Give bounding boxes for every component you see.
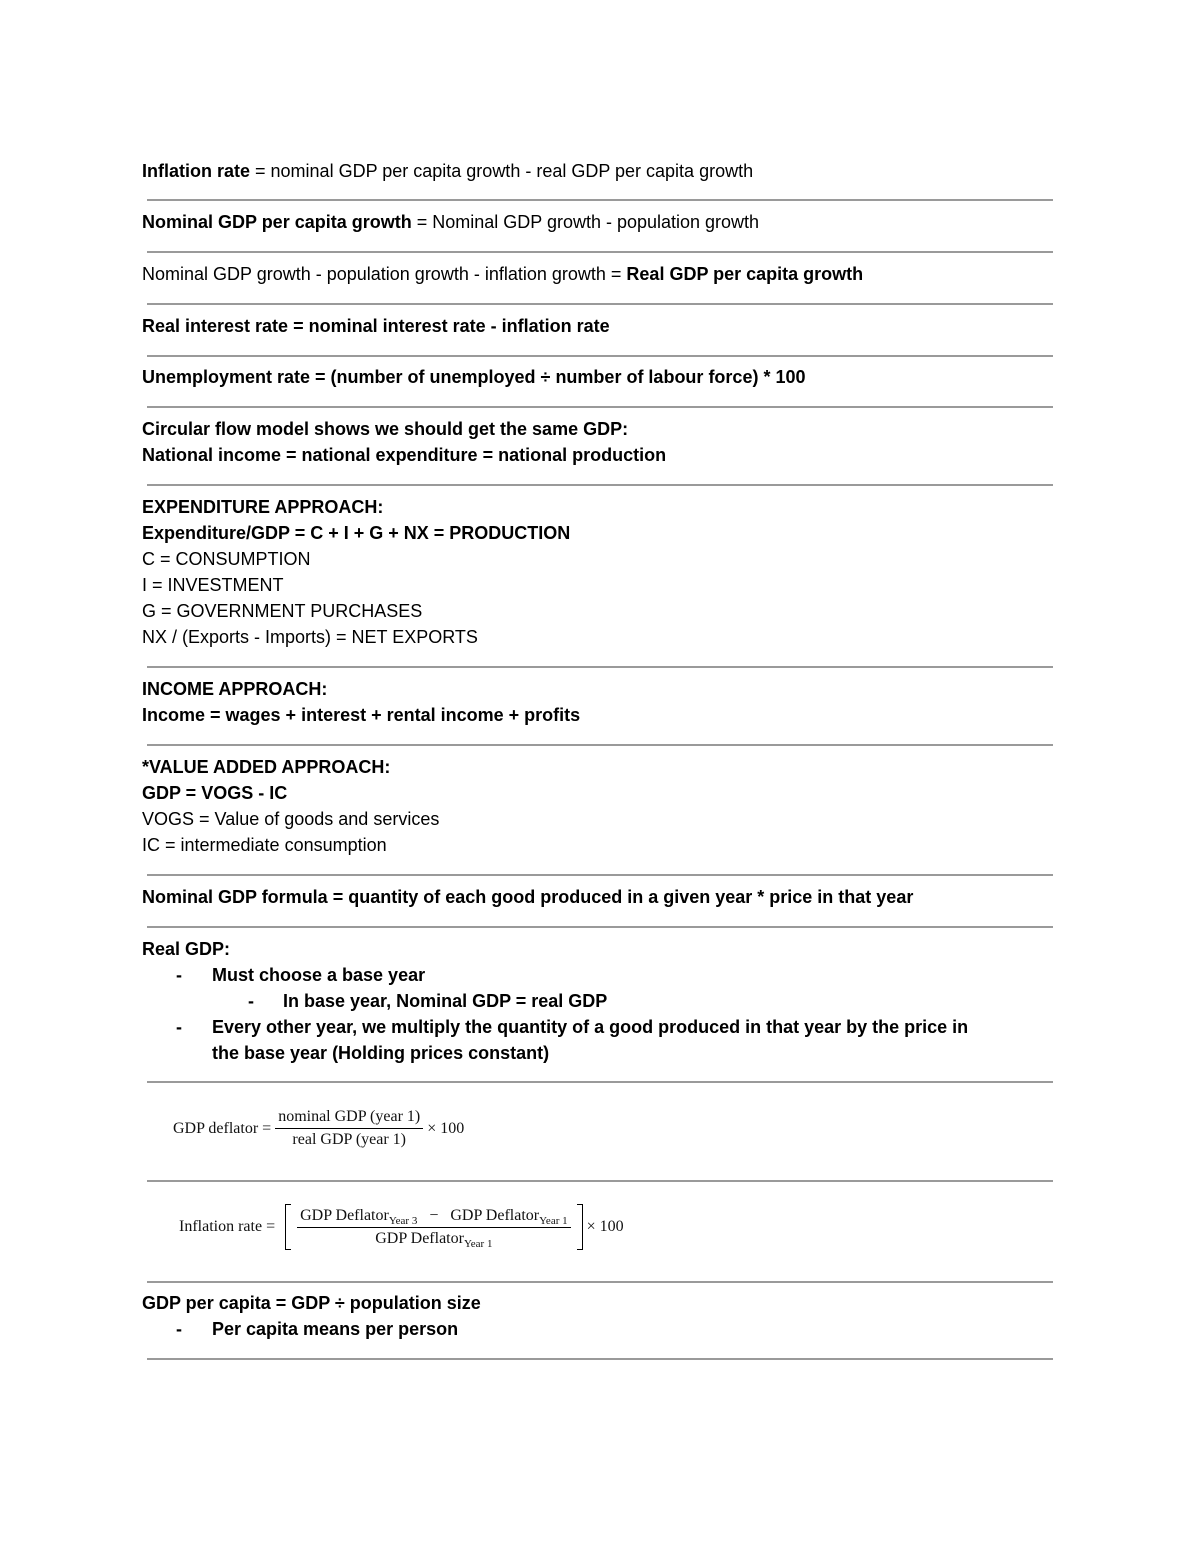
divider xyxy=(147,926,1053,928)
bullet: - xyxy=(176,965,182,985)
gdp-deflator-multiplier: × 100 xyxy=(427,1119,465,1137)
real-gdp-per-capita-definition xyxy=(142,261,863,287)
definition-government-purchases: G = GOVERNMENT PURCHASES xyxy=(142,601,423,621)
divider xyxy=(147,1358,1053,1360)
real-gdp-heading: Real GDP: xyxy=(142,939,231,959)
divider xyxy=(147,1180,1053,1182)
inflation-formula-label: Inflation rate = xyxy=(179,1218,276,1235)
definition-consumption: C = CONSUMPTION xyxy=(142,549,311,569)
gdp-deflator-formula xyxy=(173,1108,464,1149)
bullet: - xyxy=(176,1017,182,1037)
real-gdp-per-capita-term: Real GDP per capita growth xyxy=(626,264,864,284)
deflator-year3-subscript: Year 3 xyxy=(388,1214,418,1227)
deflator-year3-term: GDP Deflator xyxy=(300,1206,389,1224)
divider xyxy=(147,1081,1053,1083)
divider xyxy=(147,484,1053,486)
definition-net-exports: NX / (Exports - Imports) = NET EXPORTS xyxy=(142,627,478,647)
gdp-per-capita-note: Per capita means per person xyxy=(212,1319,459,1339)
gdp-deflator-label: GDP deflator = xyxy=(173,1119,272,1137)
real-interest-rate-definition: Real interest rate = nominal interest rate - inflation rate xyxy=(142,316,610,336)
gdp-deflator-denominator: real GDP (year 1) xyxy=(292,1131,406,1148)
real-gdp-item-base-year: Must choose a base year xyxy=(212,965,426,985)
inflation-formula-multiplier: × 100 xyxy=(586,1218,624,1235)
inflation-formula-fraction xyxy=(297,1207,571,1248)
national-income-identity: National income = national expenditure = national production xyxy=(142,445,667,465)
inflation-rate-definition xyxy=(142,158,753,184)
definition-ic: IC = intermediate consumption xyxy=(142,835,387,855)
value-added-approach-heading: *VALUE ADDED APPROACH: xyxy=(142,757,391,777)
divider xyxy=(147,199,1053,201)
divider xyxy=(147,1281,1053,1283)
income-formula: Income = wages + interest + rental income + profits xyxy=(142,705,581,725)
real-gdp-per-capita-expression: Nominal GDP growth - population growth - inflation growth = xyxy=(142,264,627,284)
inflation-formula-denominator xyxy=(372,1228,495,1248)
deflator-year1-term: GDP Deflator xyxy=(450,1206,540,1224)
inflation-rate-expression: = nominal GDP per capita growth - real GDP per capita growth xyxy=(250,161,754,181)
definition-investment: I = INVESTMENT xyxy=(142,575,284,595)
divider xyxy=(147,874,1053,876)
divider xyxy=(147,406,1053,408)
minus-sign: − xyxy=(429,1206,439,1224)
divider xyxy=(147,744,1053,746)
gdp-deflator-numerator: nominal GDP (year 1) xyxy=(275,1108,423,1129)
inflation-rate-term: Inflation rate xyxy=(142,161,251,181)
left-bracket xyxy=(285,1204,291,1250)
gdp-per-capita-formula: GDP per capita = GDP ÷ population size xyxy=(142,1293,481,1313)
divider xyxy=(147,355,1053,357)
divider xyxy=(147,666,1053,668)
divider xyxy=(147,251,1053,253)
inflation-formula-numerator xyxy=(297,1207,571,1228)
income-approach-heading: INCOME APPROACH: xyxy=(142,679,328,699)
inflation-rate-formula xyxy=(179,1204,624,1250)
nominal-gdp-per-capita-expression: = Nominal GDP growth - population growth xyxy=(411,212,760,232)
value-added-formula: GDP = VOGS - IC xyxy=(142,783,288,803)
nominal-gdp-formula: Nominal GDP formula = quantity of each good produced in a given year * price in that year xyxy=(142,887,914,907)
bullet: - xyxy=(176,1319,182,1339)
expenditure-formula: Expenditure/GDP = C + I + G + NX = PRODUCTION xyxy=(142,523,571,543)
bullet: - xyxy=(248,991,254,1011)
real-gdp-item-other-years-line1: Every other year, we multiply the quantity of a good produced in that year by the price in xyxy=(212,1017,969,1037)
deflator-year1-denominator-subscript: Year 1 xyxy=(463,1237,493,1250)
deflator-year1-denominator: GDP Deflator xyxy=(375,1229,464,1247)
real-gdp-item-other-years-line2: the base year (Holding prices constant) xyxy=(212,1043,550,1063)
expenditure-approach-heading: EXPENDITURE APPROACH: xyxy=(142,497,384,517)
unemployment-rate-definition: Unemployment rate = (number of unemployed ÷ number of labour force) * 100 xyxy=(142,367,806,387)
real-gdp-subitem-base-year: In base year, Nominal GDP = real GDP xyxy=(283,991,608,1011)
definition-vogs: VOGS = Value of goods and services xyxy=(142,809,440,829)
nominal-gdp-per-capita-term: Nominal GDP per capita growth xyxy=(142,212,412,232)
circular-flow-statement: Circular flow model shows we should get the same GDP: xyxy=(142,419,629,439)
right-bracket xyxy=(577,1204,583,1250)
gdp-deflator-fraction xyxy=(275,1108,423,1149)
divider xyxy=(147,303,1053,305)
nominal-gdp-per-capita-definition xyxy=(142,209,759,235)
deflator-year1-subscript: Year 1 xyxy=(539,1214,568,1227)
